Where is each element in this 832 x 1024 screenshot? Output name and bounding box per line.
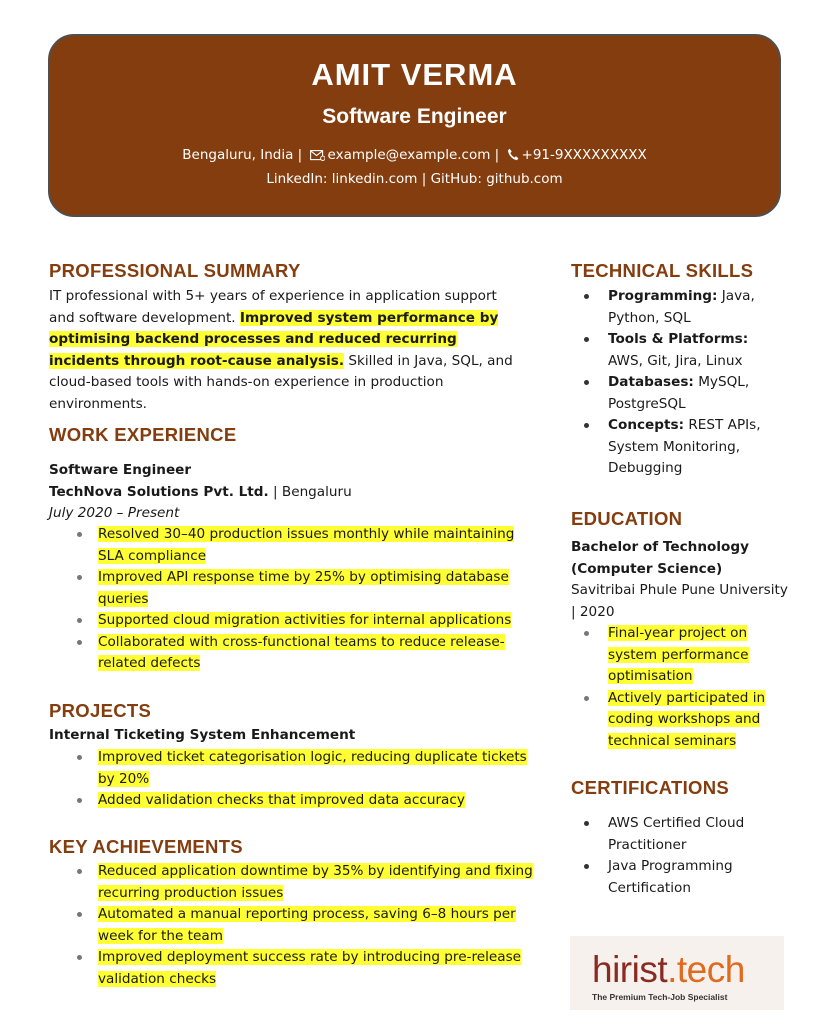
- list-item: [49, 861, 534, 904]
- bullet-text: Improved API response time by 25% by optimising database queries: [98, 569, 509, 607]
- summary-text-part: Skilled in Java, SQL, and cloud-based tools with hands-on experience in production environments.: [49, 352, 513, 412]
- profile-links[interactable]: LinkedIn: linkedin.com | GitHub: github.com: [266, 171, 563, 187]
- education-bullets: [571, 623, 771, 752]
- email-link[interactable]: example@example.com: [327, 147, 491, 163]
- list-item: [571, 415, 786, 480]
- email-icon: [310, 146, 325, 168]
- degree: Bachelor of Technology (Computer Science): [571, 539, 749, 577]
- skill-label: Databases:: [608, 374, 694, 390]
- bullet-text: Improved ticket categorisation logic, reducing duplicate tickets by 20%: [98, 749, 527, 787]
- skill-value: REST APIs, System Monitoring, Debugging: [608, 417, 761, 476]
- list-item: [571, 329, 786, 372]
- summary-highlight: Improved system performance by optimising backend processes and reduced recurring incidents through root-cause analysis.: [49, 309, 499, 369]
- university: Savitribai Phule Pune University | 2020: [571, 582, 788, 620]
- list-item: [571, 286, 786, 329]
- list-item: [49, 904, 534, 947]
- company-name: TechNova Solutions Pvt. Ltd.: [49, 483, 269, 500]
- list-item: [49, 567, 519, 610]
- resume-header: [48, 34, 781, 217]
- summary-heading: PROFESSIONAL SUMMARY: [49, 260, 301, 281]
- list-item: [49, 747, 529, 790]
- bullet-text: Resolved 30–40 production issues monthly while maintaining SLA compliance: [98, 526, 515, 564]
- bullet-text: Added validation checks that improved data accuracy: [98, 792, 465, 808]
- bullet-text: Reduced application downtime by 35% by identifying and fixing recurring production issues: [98, 863, 533, 901]
- list-item: [571, 688, 771, 753]
- list-item: [571, 856, 771, 899]
- certification-text: AWS Certified Cloud Practitioner: [608, 815, 745, 853]
- skill-value: MySQL, PostgreSQL: [608, 374, 750, 412]
- location: Bengaluru, India: [182, 147, 294, 163]
- certifications-list: [571, 813, 771, 899]
- skills-heading: TECHNICAL SKILLS: [571, 260, 754, 281]
- achievement-bullets: [49, 861, 534, 990]
- logo-tagline: The Premium Tech-Job Specialist: [592, 992, 728, 1002]
- hirist-logo: [570, 936, 784, 1010]
- bullet-text: Actively participated in coding workshops and technical seminars: [608, 689, 766, 749]
- skill-label: Programming:: [608, 288, 718, 304]
- candidate-name: AMIT VERMA: [311, 57, 518, 92]
- skill-label: Tools & Platforms:: [608, 331, 749, 347]
- summary-text: [49, 286, 524, 415]
- job-dates: July 2020 – Present: [49, 505, 180, 521]
- certification-text: Java Programming Certification: [608, 858, 733, 896]
- list-item: [49, 632, 519, 675]
- contact-line: Bengaluru, India | example@example.com | +91-9XXXXXXXXX: [50, 144, 779, 168]
- list-item: [571, 372, 786, 415]
- experience-bullets: [49, 524, 519, 675]
- experience-header: [49, 460, 529, 525]
- skills-list: [571, 286, 786, 480]
- skill-label: Concepts:: [608, 417, 685, 433]
- certifications-heading: CERTIFICATIONS: [571, 777, 730, 798]
- phone-number: +91-9XXXXXXXXX: [521, 147, 647, 163]
- bullet-text: Improved deployment success rate by introducing pre-release validation checks: [98, 949, 522, 987]
- list-item: [571, 623, 771, 688]
- skill-value: AWS, Git, Jira, Linux: [608, 352, 743, 369]
- logo-part-2: .tech: [667, 949, 745, 990]
- company-line: [49, 482, 529, 504]
- experience-heading: WORK EXPERIENCE: [49, 424, 237, 445]
- education-heading: EDUCATION: [571, 508, 683, 529]
- list-item: [49, 524, 519, 567]
- project-title: Internal Ticketing System Enhancement: [49, 727, 356, 743]
- list-item: [49, 610, 519, 632]
- achievements-heading: KEY ACHIEVEMENTS: [49, 836, 243, 857]
- bullet-text: Collaborated with cross-functional teams to reduce release-related defects: [98, 633, 505, 671]
- candidate-title: Software Engineer: [322, 105, 507, 128]
- company-location: | Bengaluru: [268, 483, 352, 500]
- list-item: [49, 790, 529, 812]
- logo-wordmark: [592, 950, 745, 990]
- bullet-text: Final-year project on system performance optimisation: [608, 625, 749, 684]
- skill-value: Java, Python, SQL: [608, 288, 755, 326]
- logo-part-1: hirist: [592, 949, 668, 990]
- list-item: [49, 947, 534, 990]
- bullet-text: Automated a manual reporting process, saving 6–8 hours per week for the team: [98, 906, 516, 944]
- list-item: [571, 813, 771, 856]
- summary-text-part: IT professional with 5+ years of experience in application support and software development.: [49, 288, 497, 326]
- project-bullets: [49, 747, 529, 812]
- bullet-text: Supported cloud migration activities for internal applications: [98, 612, 512, 628]
- education-details: [571, 537, 796, 623]
- phone-icon: [507, 146, 519, 168]
- job-role: Software Engineer: [49, 462, 192, 478]
- projects-heading: PROJECTS: [49, 700, 152, 721]
